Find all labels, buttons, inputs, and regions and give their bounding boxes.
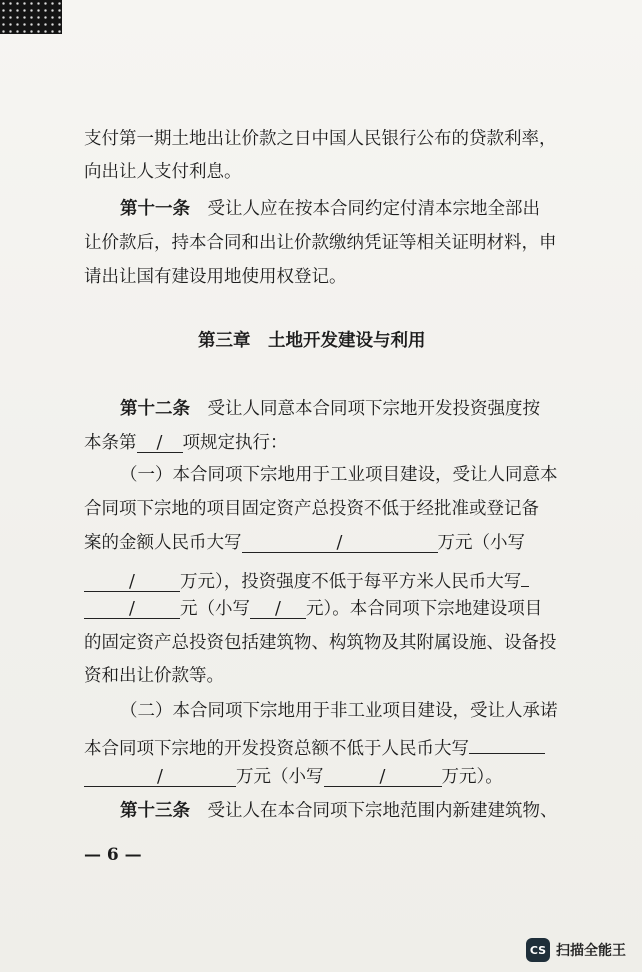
- text-line: 让价款后，持本合同和出让价款缴纳凭证等相关证明材料，申: [84, 233, 557, 253]
- text-line: 本合同项下宗地的开发投资总额不低于人民币大写: [84, 733, 642, 760]
- scan-corner-artifact: [0, 0, 62, 34]
- text-line: 资和出让价款等。: [84, 666, 224, 686]
- watermark-text: 扫描全能王: [556, 943, 626, 959]
- article-title: 第十三条: [120, 801, 190, 821]
- text-line: （一）本合同项下宗地用于工业项目建设，受让人同意本: [120, 465, 558, 485]
- fill-blank: /: [84, 598, 180, 619]
- fill-blank: [521, 566, 529, 587]
- text-line: 案的金额人民币大写 / 万元（小写: [84, 533, 525, 553]
- fill-blank: [469, 733, 545, 754]
- fill-blank: /: [137, 432, 183, 453]
- fill-blank: /: [84, 571, 180, 592]
- text-line: 的固定资产总投资包括建筑物、构筑物及其附属设施、设备投: [84, 633, 557, 653]
- text-line: （二）本合同项下宗地用于非工业项目建设，受让人承诺: [120, 701, 558, 721]
- text-line: / 万元），投资强度不低于每平方米人民币大写: [84, 566, 642, 593]
- text-line: 本条第 / 项规定执行：: [84, 433, 288, 453]
- article-title: 第十二条: [120, 399, 190, 419]
- article-title: 第十一条: [120, 199, 190, 219]
- text-line: 受让人在本合同项下宗地范围内新建建筑物、: [207, 801, 558, 821]
- page-number: — 6 —: [84, 845, 142, 865]
- fill-blank: /: [324, 766, 442, 787]
- fill-blank: /: [250, 598, 306, 619]
- fill-blank: /: [242, 532, 438, 553]
- fill-blank: /: [84, 766, 236, 787]
- article-13: [120, 800, 642, 822]
- text-line: 请出让国有建设用地使用权登记。: [84, 267, 347, 287]
- text-line: 合同项下宗地的项目固定资产总投资不低于经批准或登记备: [84, 499, 539, 519]
- chapter-heading: 第三章 土地开发建设与利用: [198, 331, 426, 351]
- camscanner-logo-icon: CS: [526, 938, 550, 962]
- text-line: / 万元（小写 / 万元）。: [84, 766, 642, 788]
- text-line: 支付第一期土地出让价款之日中国人民银行公布的贷款利率，: [84, 129, 557, 149]
- text-line: / 元（小写 / 元）。本合同项下宗地建设项目: [84, 598, 642, 620]
- text-line: 向出让人支付利息。: [84, 162, 242, 182]
- article-11: [120, 198, 642, 220]
- text-line: 受让人应在按本合同约定付清本宗地全部出: [207, 199, 540, 219]
- article-12: [120, 398, 642, 420]
- scanner-watermark: [526, 938, 626, 962]
- text-line: 受让人同意本合同项下宗地开发投资强度按: [207, 399, 540, 419]
